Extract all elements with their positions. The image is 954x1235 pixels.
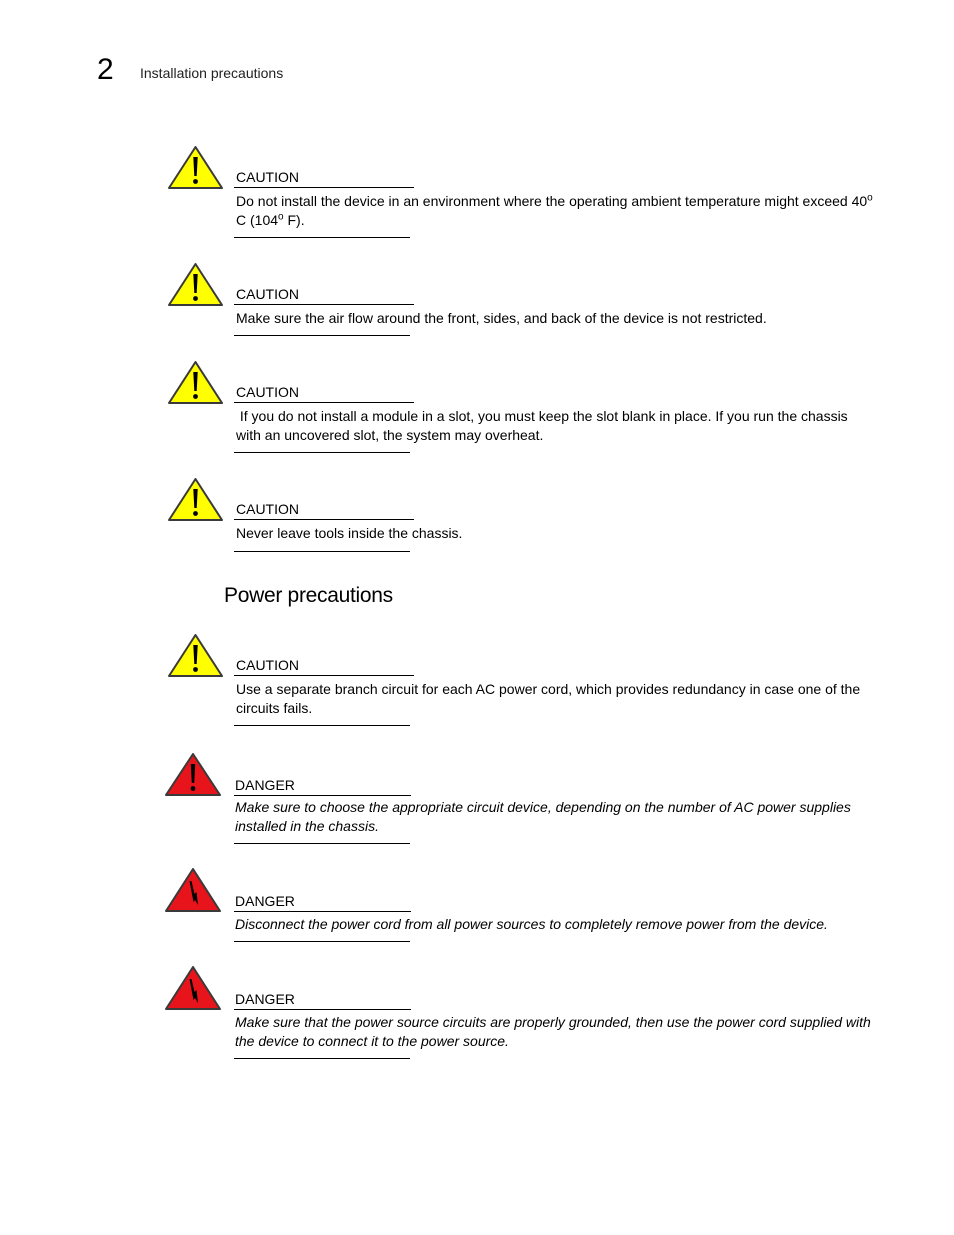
- section-heading: Power precautions: [224, 584, 393, 607]
- notice-end-divider: [234, 1058, 410, 1059]
- notice-end-divider: [234, 551, 410, 552]
- label-divider: [234, 795, 411, 796]
- notice-label: CAUTION: [236, 501, 299, 517]
- notice-end-divider: [234, 237, 410, 238]
- notice-label: DANGER: [235, 777, 295, 793]
- caution-triangle-icon: [167, 145, 224, 190]
- electrical-hazard-lightning-icon: [164, 867, 222, 913]
- notice-end-divider: [234, 725, 410, 726]
- notice-label: DANGER: [235, 991, 295, 1007]
- notice-label: CAUTION: [236, 169, 299, 185]
- caution-triangle-icon: [167, 633, 224, 678]
- label-divider: [234, 911, 411, 912]
- danger-exclamation-triangle-icon: [164, 752, 222, 797]
- label-divider: [234, 304, 414, 305]
- notice-label: CAUTION: [236, 286, 299, 302]
- notice-text: Make sure to choose the appropriate circuit device, depending on the number of AC power supplies installed in the chassis.: [235, 799, 851, 834]
- notice-text: Make sure that the power source circuits are properly grounded, then use the power cord supplied with the device to connect it to the power source.: [235, 1014, 871, 1049]
- label-divider: [234, 1009, 411, 1010]
- notice-text: Make sure the air flow around the front, sides, and back of the device is not restricted.: [236, 310, 767, 326]
- notice-text: If you do not install a module in a slot, you must keep the slot blank in place. If you run the chassis with an uncovered slot, the system may overheat.: [236, 408, 852, 443]
- notice-label: DANGER: [235, 893, 295, 909]
- notice-label: CAUTION: [236, 384, 299, 400]
- caution-triangle-icon: [167, 360, 224, 405]
- notice-text: Do not install the device in an environment where the operating ambient temperature might exceed 40$^o$ C (104$^o$ F).: [236, 192, 873, 228]
- caution-triangle-icon: [167, 477, 224, 522]
- notice-end-divider: [234, 941, 410, 942]
- notice-text: Use a separate branch circuit for each AC power cord, which provides redundancy in case one of the circuits fails.: [236, 681, 861, 716]
- notice-end-divider: [234, 452, 410, 453]
- notice-text: Never leave tools inside the chassis.: [236, 525, 463, 541]
- notice-label: CAUTION: [236, 657, 299, 673]
- notice-end-divider: [234, 335, 410, 336]
- label-divider: [234, 675, 414, 676]
- notice-text: Disconnect the power cord from all power sources to completely remove power from the device.: [235, 916, 828, 932]
- label-divider: [234, 187, 414, 188]
- electrical-hazard-lightning-icon: [164, 965, 222, 1011]
- chapter-title: Installation precautions: [140, 65, 284, 81]
- notice-end-divider: [234, 843, 410, 844]
- label-divider: [234, 402, 414, 403]
- caution-triangle-icon: [167, 262, 224, 307]
- label-divider: [234, 519, 414, 520]
- chapter-number: 2: [97, 53, 114, 86]
